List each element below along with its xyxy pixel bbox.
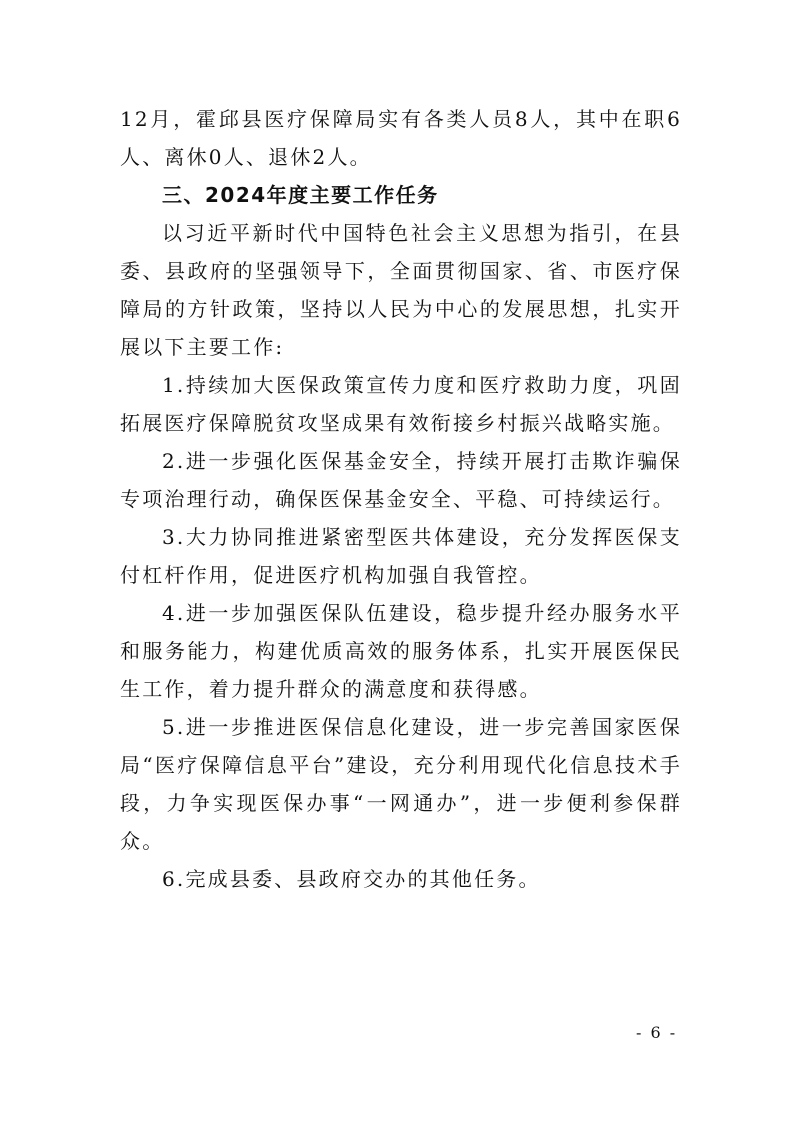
- section-heading: 三、2024年度主要工作任务: [162, 183, 439, 207]
- task-item-6: 6.完成县委、县政府交办的其他任务。: [162, 867, 541, 891]
- document-body: [120, 100, 682, 898]
- task-item-1: 1.持续加大医保政策宣传力度和医疗救助力度，巩固拓展医疗保障脱贫攻坚成果有效衔接乡村振兴战略实施。: [120, 373, 682, 435]
- task-item-2: 2.进一步强化医保基金安全，持续开展打击欺诈骗保专项治理行动，确保医保基金安全、平稳、可持续运行。: [120, 449, 682, 511]
- page-number: - 6 -: [636, 1023, 678, 1042]
- continuation-paragraph: 12月，霍邱县医疗保障局实有各类人员8人，其中在职6人、离休0人、退休2人。: [120, 107, 682, 169]
- task-item-5: 5.进一步推进医保信息化建设，进一步完善国家医保局“医疗保障信息平台”建设，充分利用现代化信息技术手段，力争实现医保办事“一网通办”，进一步便利参保群众。: [120, 715, 682, 853]
- intro-paragraph: 以习近平新时代中国特色社会主义思想为指引，在县委、县政府的坚强领导下，全面贯彻国家、省、市医疗保障局的方针政策，坚持以人民为中心的发展思想，扎实开展以下主要工作:: [120, 221, 682, 359]
- task-item-3: 3.大力协同推进紧密型医共体建设，充分发挥医保支付杠杆作用，促进医疗机构加强自我管控。: [120, 525, 682, 587]
- task-item-4: 4.进一步加强医保队伍建设，稳步提升经办服务水平和服务能力，构建优质高效的服务体系，扎实开展医保民生工作，着力提升群众的满意度和获得感。: [120, 601, 682, 701]
